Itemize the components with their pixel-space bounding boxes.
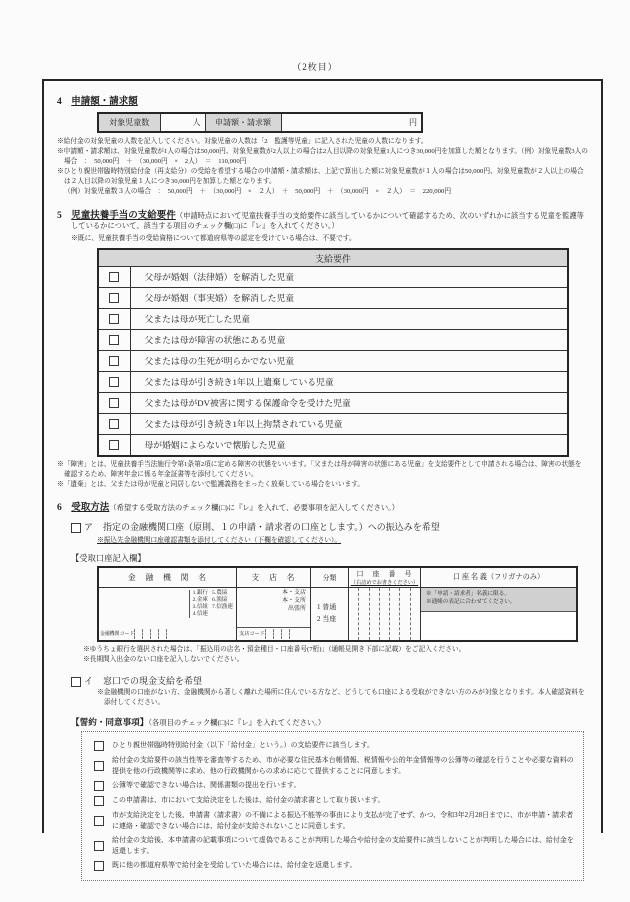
amount-table-row bbox=[98, 113, 422, 132]
consent-checkbox-4[interactable] bbox=[94, 796, 104, 806]
branch-code-digit-box[interactable] bbox=[281, 629, 290, 639]
account-type-current[interactable]: 2 当座 bbox=[317, 614, 337, 623]
bank-opt-7[interactable]: 7.信漁連 bbox=[212, 603, 233, 610]
bank-code-digit-box[interactable] bbox=[142, 629, 150, 639]
consent-item bbox=[86, 860, 575, 871]
option-b-note-wrap bbox=[97, 688, 588, 708]
consent-text-1: ひとり親世帯臨時特別給付金（以下「給付金」という。）の支給要件に該当します。 bbox=[112, 741, 374, 750]
branch-name-field[interactable] bbox=[237, 588, 311, 640]
consent-title-note: （各項目のチェック欄(□)に『レ』を入れてください。） bbox=[148, 718, 326, 728]
consent-item bbox=[86, 795, 575, 806]
consent-item bbox=[86, 810, 575, 831]
eligibility-row bbox=[98, 350, 568, 371]
consent-checkbox-1[interactable] bbox=[94, 741, 104, 751]
account-holder-header: 口 座 名 義（フリガナのみ） bbox=[452, 573, 545, 582]
section4-note-2: ※申請額・請求額は、対象児童数が1人の場合は50,000円、対象児童数が2人以上の場合は2人目以降の対象児童1人につき30,000円を加算した額となります。（例）対象児童数3人の場合 ： 50,000円 ＋ （30,000円 × 2人） ＝ 110,000円 bbox=[57, 148, 588, 166]
account-holder-field bbox=[421, 588, 576, 640]
consent-text-3: 公簿等で確認できない場合は、関係書類の提出を行います。 bbox=[112, 781, 301, 790]
eligibility-checkbox-1[interactable] bbox=[109, 272, 119, 282]
section4-note-3-example: （例）対象児童数３人の場合 ： 50,000円 ＋ （30,000円 × ２人） ＋ 50,000円 ＋ （30,000円 × ２人） ＝ 220,000円 bbox=[64, 188, 452, 196]
account-holder-notes bbox=[421, 588, 576, 612]
account-number-digit-box[interactable] bbox=[400, 588, 410, 640]
eligibility-row bbox=[98, 371, 568, 392]
target-children-count-label: 対象児童数 bbox=[98, 113, 160, 132]
section4-note-3: ※ひとり親世帯臨時特別給付金（再支給分）の受給を希望する場合の申請額・請求額は、上記で算出した額に対象児童数が１人の場合は50,000円、対象児童数が２人以上の場合は２人目以降の対象児童１人につき30,000円を加算した額となります。 bbox=[57, 168, 584, 186]
section4-notes bbox=[57, 137, 588, 197]
eligibility-row bbox=[98, 329, 568, 350]
option-b-label: 窓口での現金支給を希望 bbox=[103, 676, 203, 687]
section5-number: 5 bbox=[57, 211, 62, 222]
form-main-box bbox=[42, 79, 603, 870]
branch-type-options bbox=[282, 590, 306, 613]
section5-title-text: 児童扶養手当の支給要件 bbox=[71, 211, 176, 222]
bank-table-header-row bbox=[99, 568, 576, 588]
consent-checkbox-5[interactable] bbox=[94, 816, 104, 826]
eligibility-checkbox-2[interactable] bbox=[109, 293, 119, 303]
bank-code-digit-box[interactable] bbox=[158, 629, 167, 639]
section5-notes bbox=[57, 460, 588, 490]
account-number-header: 口 座 番 号 bbox=[356, 569, 413, 578]
eligibility-label-8: 父または母が引き続き1年以上拘禁されている児童 bbox=[130, 413, 568, 434]
branch-code-digit-box[interactable] bbox=[273, 629, 281, 639]
amount-unit-label: 円 bbox=[409, 118, 417, 127]
option-b-prefix: イ bbox=[84, 676, 94, 687]
branch-opt-2[interactable]: 本・支所 bbox=[281, 597, 306, 604]
branch-code-row bbox=[237, 627, 310, 640]
target-children-count-field[interactable] bbox=[160, 113, 205, 132]
account-block-title: 【受取口座記入欄】 bbox=[71, 553, 146, 563]
option-b-checkbox[interactable] bbox=[71, 677, 81, 687]
consent-text-6: 給付金の支給後、本申請書の記載事項について虚偽であることが判明した場合や給付金の支給要件に該当しないことが判明した場合には、給付金を返還します。 bbox=[112, 836, 574, 855]
account-number-digit-box[interactable] bbox=[359, 588, 369, 640]
request-amount-label: 申請額・請求額 bbox=[205, 113, 281, 132]
branch-code-digit-box[interactable] bbox=[265, 629, 273, 639]
eligibility-checkbox-4[interactable] bbox=[109, 335, 119, 345]
bank-code-digit-box[interactable] bbox=[150, 629, 158, 639]
consent-title-row bbox=[71, 716, 588, 728]
consent-text-5: 市が支給決定をした後、申請書（請求書）の不備による振込不能等の事由により支払が完了せず、かつ、令和3年2月28日までに、市が申請・請求者に連絡・確認できない場合には、給付金が支給されないことに同意します。 bbox=[112, 811, 574, 830]
section5-note-disability: ※「障害」とは、児童扶養手当法施行令第1条第2項に定める障害の状態をいいます。「父または母が障害の状態にある児童」を支給要件として申請される場合は、障害の状態を確認するため、障害年金に係る年金証書等を添付してください。 bbox=[57, 460, 582, 478]
bank-note-inactive: ※長期間入出金のない口座を記入しないでください。 bbox=[83, 655, 244, 663]
bank-code-label: 金融機関コード bbox=[100, 632, 135, 638]
consent-text-7: 既に他の都道府県等で給付金を受給していた場合には、給付金を返還します。 bbox=[112, 861, 357, 870]
consent-item bbox=[86, 755, 575, 776]
amount-table bbox=[97, 112, 423, 133]
section4-number: 4 bbox=[57, 97, 62, 107]
eligibility-label-6: 父または母が引き続き1年以上遺棄している児童 bbox=[130, 371, 568, 392]
bank-table-notes bbox=[83, 645, 588, 665]
bank-name-field[interactable] bbox=[99, 588, 237, 640]
account-type-field bbox=[311, 588, 349, 640]
section4-title-text: 申請額・請求額 bbox=[71, 97, 138, 107]
eligibility-label-3: 父または母が死亡した児童 bbox=[130, 308, 568, 329]
eligibility-label-7: 父または母がDV被害に関する保護命令を受けた児童 bbox=[130, 392, 568, 413]
eligibility-row bbox=[98, 392, 568, 413]
account-number-digit-box[interactable] bbox=[380, 588, 390, 640]
eligibility-checkbox-8[interactable] bbox=[109, 419, 119, 429]
account-type-ordinary[interactable]: 1 普通 bbox=[317, 603, 337, 612]
branch-opt-3[interactable]: 出張所 bbox=[287, 605, 306, 612]
request-amount-field[interactable] bbox=[281, 113, 422, 132]
consent-text-2: 給付金の支給要件の該当性等を審査等するため、市が必要な住民基本台帳情報、税情報や公的年金情報等の公簿等の確認を行うことや必要な資料の提供を他の行政機関等に求め、他の行政機関からの求めに応じて提供することに同意します。 bbox=[112, 756, 574, 775]
section5-title bbox=[57, 207, 588, 231]
account-holder-note-1: ※「申請・請求者」名義に限る。 bbox=[426, 590, 510, 597]
page-number-label: （2枚目） bbox=[292, 62, 338, 72]
bank-name-header: 金 融 機 関 名 bbox=[127, 572, 208, 582]
account-holder-write-area[interactable] bbox=[421, 612, 576, 639]
option-a-row bbox=[71, 520, 588, 533]
consent-item bbox=[86, 780, 575, 791]
account-number-field[interactable] bbox=[349, 588, 421, 640]
section5-pre-note: ※既に、児童扶養手当の受給資格について都道府県等の認定を受けている場合は、不要です。 bbox=[71, 235, 356, 243]
bank-account-table bbox=[97, 566, 578, 642]
consent-checkbox-7[interactable] bbox=[94, 861, 104, 871]
section5-note-abandonment: ※「遺棄」とは、父または母が児童と同居しないで監護義務をまったく放棄している場合をいいます。 bbox=[57, 480, 365, 488]
account-number-digit-box[interactable] bbox=[370, 588, 380, 640]
bank-opt-3[interactable]: 3.信組 bbox=[192, 603, 209, 610]
eligibility-checkbox-5[interactable] bbox=[109, 356, 119, 366]
bank-opt-1[interactable]: 1.銀行 bbox=[192, 589, 209, 596]
option-a-checkbox[interactable] bbox=[71, 523, 81, 533]
consent-checkbox-2[interactable] bbox=[94, 761, 104, 771]
consent-title: 【誓約・同意事項】 bbox=[71, 717, 149, 728]
eligibility-table-header: 支給要件 bbox=[98, 249, 568, 266]
section6-title-note: （希望する受取方法のチェック欄(□)に『レ』を入れて、必要事項を記入してください。） bbox=[109, 502, 400, 512]
account-number-header-note: （右詰めでお書きください） bbox=[350, 579, 419, 586]
section4-note-1: ※給付金の対象児童の人数を記入してください。対象児童の人数は「2 監護等児童」に記入された児童の人数になります。 bbox=[57, 138, 428, 145]
eligibility-checkbox-6[interactable] bbox=[109, 377, 119, 387]
eligibility-row bbox=[98, 308, 568, 329]
branch-name-header: 支 店 名 bbox=[251, 572, 296, 582]
bank-opt-2[interactable]: 2.金庫 bbox=[192, 596, 209, 603]
eligibility-label-4: 父または母が障害の状態にある児童 bbox=[130, 329, 568, 350]
option-a-prefix: ア bbox=[84, 521, 94, 532]
branch-opt-1[interactable]: 本・支店 bbox=[281, 589, 306, 596]
consent-box bbox=[81, 731, 584, 881]
option-b-note: ※金融機関の口座がない方、金融機関から著しく離れた場所に住んでいる方など、どうしても口座による受取ができない方のみが対象となります。本人確認資料を添付してください。 bbox=[97, 689, 585, 707]
consent-text-4: この申請書は、市において支給決定をした後は、給付金の請求書として取り扱います。 bbox=[112, 796, 385, 805]
eligibility-row bbox=[98, 266, 568, 287]
consent-checkbox-3[interactable] bbox=[94, 781, 104, 791]
bank-opt-6[interactable]: 6.漁協 bbox=[212, 596, 228, 603]
eligibility-row bbox=[98, 287, 568, 308]
consent-checkbox-6[interactable] bbox=[94, 841, 104, 851]
children-unit-label: 人 bbox=[192, 118, 201, 127]
eligibility-row bbox=[98, 413, 568, 434]
eligibility-table bbox=[97, 248, 569, 457]
bank-table-body-row bbox=[99, 588, 576, 640]
eligibility-checkbox-9[interactable] bbox=[109, 440, 119, 450]
section6-title-text: 受取方法 bbox=[71, 502, 110, 513]
branch-code-label: 支店コード bbox=[239, 631, 265, 638]
eligibility-checkbox-7[interactable] bbox=[109, 398, 119, 408]
eligibility-row bbox=[98, 434, 568, 456]
eligibility-label-5: 父または母の生死が明らかでない児童 bbox=[130, 350, 568, 371]
eligibility-checkbox-3[interactable] bbox=[109, 314, 119, 324]
eligibility-label-1: 父母が婚姻（法律婚）を解消した児童 bbox=[130, 266, 568, 287]
account-number-digit-grid bbox=[349, 588, 420, 640]
account-number-digit-box[interactable] bbox=[349, 588, 359, 640]
account-number-digit-box[interactable] bbox=[411, 588, 420, 640]
bank-opt-4[interactable]: 4.信連 bbox=[192, 610, 209, 617]
bank-type-options bbox=[189, 590, 233, 618]
section4-title bbox=[57, 93, 588, 107]
eligibility-label-2: 父母が婚姻（事実婚）を解消した児童 bbox=[130, 287, 568, 308]
account-holder-note-2: ※通帳の表記に合わせてください。 bbox=[426, 599, 516, 606]
bank-code-row bbox=[100, 629, 167, 639]
bank-opt-5[interactable]: 5.農協 bbox=[212, 589, 228, 596]
bank-code-digit-box[interactable] bbox=[134, 629, 142, 639]
consent-item bbox=[86, 835, 575, 856]
option-a-label: 指定の金融機関口座（原則、１の申請・請求者の口座とします。）への振込みを希望 bbox=[103, 521, 440, 532]
section6-title bbox=[57, 499, 588, 513]
option-a-note: ※振込先金融機関口座確認書類を添付してください（下欄を確認してください）。 bbox=[97, 536, 342, 544]
account-type-header: 分類 bbox=[322, 575, 337, 583]
consent-item bbox=[86, 740, 575, 751]
account-number-digit-box[interactable] bbox=[390, 588, 400, 640]
eligibility-label-9: 母が婚姻によらないで懐胎した児童 bbox=[130, 434, 568, 456]
bank-note-yucho: ※ゆうちょ銀行を選択された場合は、「振込用の店名・預金種目・口座番号(7桁)」（通帳見開き下部に記載）をご記入ください。 bbox=[83, 645, 466, 653]
section6-number: 6 bbox=[57, 502, 62, 513]
option-b-row bbox=[71, 674, 588, 687]
section5-title-note: （申請時点において児童扶養手当の支給要件に該当しているかについて確認するため、次のいずれかに該当する児童を監護等しているかについて、該当する項目のチェック欄(□)に『レ』を入れてください。） bbox=[71, 211, 584, 231]
